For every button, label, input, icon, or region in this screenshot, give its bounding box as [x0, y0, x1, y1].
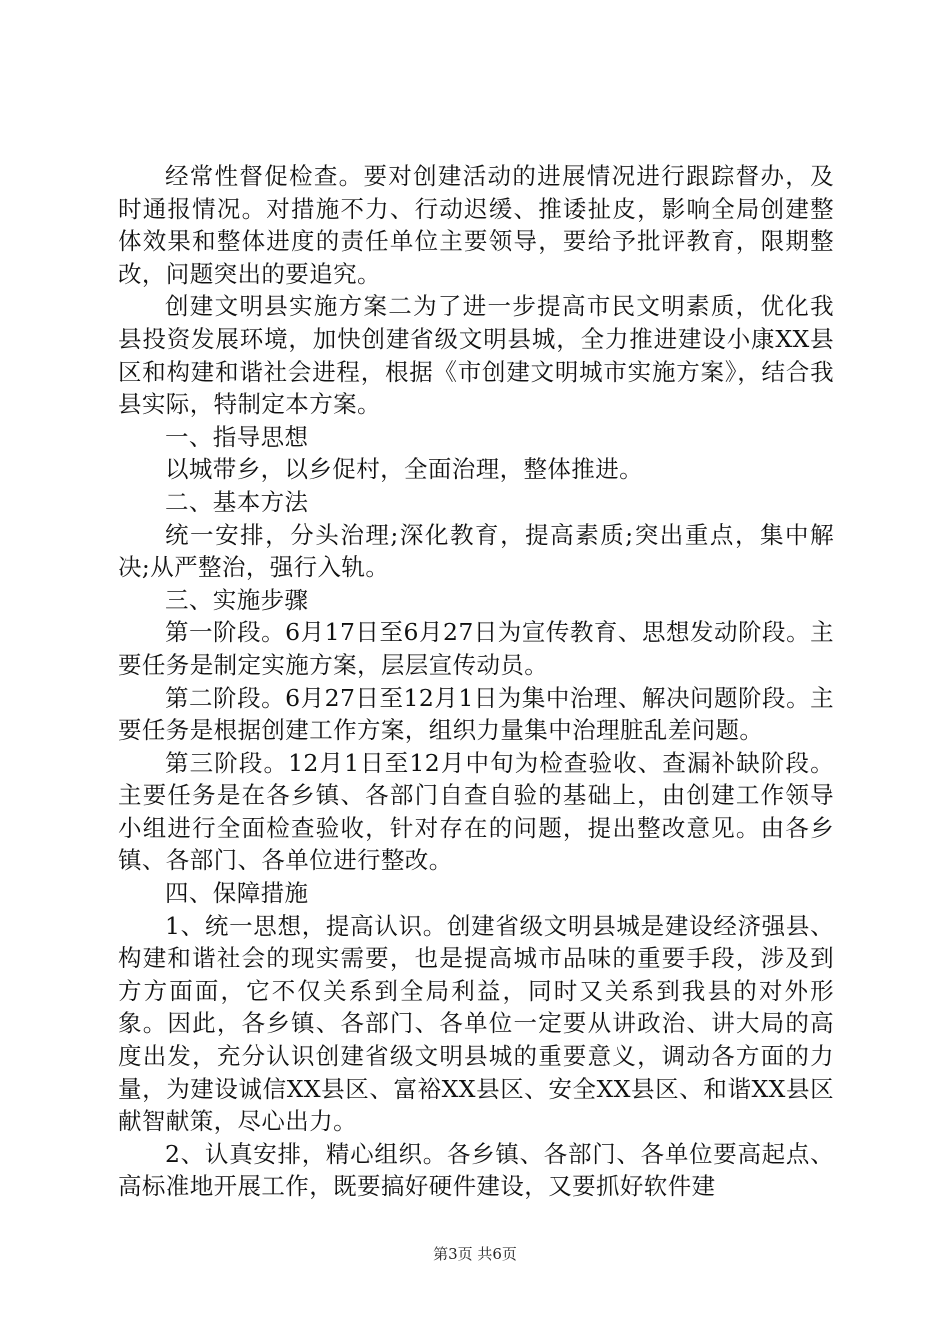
section-heading-3: 三、实施步骤 [165, 585, 309, 614]
paragraph-5: 第一阶段。6月17日至6月27日为宣传教育、思想发动阶段。主要任务是制定实施方案，层层宣传动员。 [118, 618, 834, 679]
paragraph-1: 经常性督促检查。要对创建活动的进展情况进行跟踪督办，及时通报情况。对措施不力、行动迟缓、推诿扯皮，影响全局创建整体效果和整体进度的责任单位主要领导，要给予批评教育，限期整改，问题突出的要追究。 [118, 162, 834, 288]
paragraph-8: 1、统一思想，提高认识。创建省级文明县城是建设经济强县、构建和谐社会的现实需要，也是提高城市品味的重要手段，涉及到方方面面，它不仅关系到全局利益，同时又关系到我县的对外形象。因此，各乡镇、各部门、各单位一定要从讲政治、讲大局的高度出发，充分认识创建省级文明县城的重要意义，调动各方面的力量，为建设诚信XX县区、富裕XX县区、安全XX县区、和谐XX县区献智献策，尽心出力。 [118, 911, 834, 1136]
paragraph-4: 统一安排，分头治理;深化教育，提高素质;突出重点，集中解决;从严整治，强行入轨。 [118, 520, 834, 582]
paragraph-3: 以城带乡，以乡促村，全面治理，整体推进。 [165, 455, 643, 484]
paragraph-9: 2、认真安排，精心组织。各乡镇、各部门、各单位要高起点、高标准地开展工作，既要搞好硬件建设，又要抓好软件建 [118, 1139, 834, 1201]
paragraph-6: 第二阶段。6月27日至12月1日为集中治理、解决问题阶段。主要任务是根据创建工作方案，组织力量集中治理脏乱差问题。 [118, 683, 834, 745]
page-number-footer: 第3页 共6页 [433, 1245, 517, 1263]
document-body [118, 160, 834, 1203]
section-heading-2: 二、基本方法 [165, 487, 309, 516]
paragraph-7: 第三阶段。12月1日至12月中旬为检查验收、查漏补缺阶段。主要任务是在各乡镇、各部门自查自验的基础上，由创建工作领导小组进行全面检查验收，针对存在的问题，提出整改意见。由各乡镇、各部门、各单位进行整改。 [118, 748, 834, 875]
section-heading-4: 四、保障措施 [165, 879, 309, 908]
section-heading-1: 一、指导思想 [165, 422, 309, 451]
paragraph-2: 创建文明县实施方案二为了进一步提高市民文明素质，优化我县投资发展环境，加快创建省级文明县城，全力推进建设小康XX县区和构建和谐社会进程，根据《市创建文明城市实施方案》，结合我县实际，特制定本方案。 [118, 292, 834, 419]
